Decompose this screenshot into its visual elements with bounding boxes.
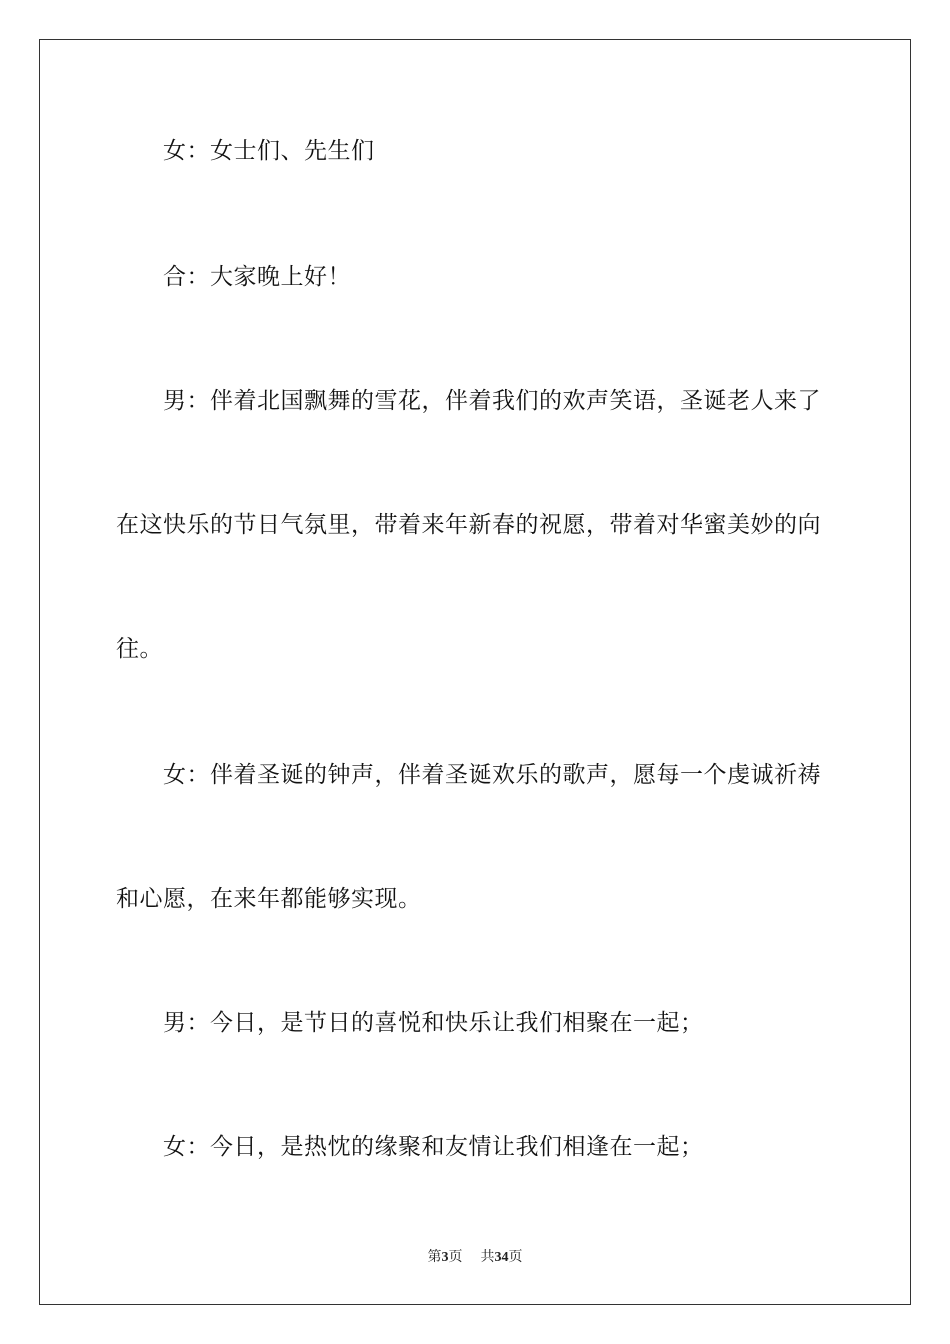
body-line: 男：今日，是节日的喜悦和快乐让我们相聚在一起； (163, 1010, 704, 1036)
body-line: 男：伴着北国飘舞的雪花，伴着我们的欢声笑语，圣诞老人来了 (163, 388, 821, 414)
total-prefix: 共 (480, 1250, 495, 1265)
body-line: 女：伴着圣诞的钟声，伴着圣诞欢乐的歌声，愿每一个虔诚祈祷 (163, 762, 821, 788)
body-line: 和心愿，在来年都能够实现。 (116, 886, 422, 912)
page-suffix: 页 (448, 1250, 463, 1265)
page-frame (39, 39, 911, 1305)
body-line: 往。 (116, 636, 163, 662)
page-prefix: 第 (427, 1250, 442, 1265)
body-line: 女：今日，是热忱的缘聚和友情让我们相逢在一起； (163, 1134, 704, 1160)
body-line: 在这快乐的节日气氛里，带着来年新春的祝愿，带着对华蜜美妙的向 (116, 512, 821, 538)
page-number: 3 (441, 1250, 449, 1265)
body-line: 合：大家晚上好！ (163, 264, 351, 290)
page-footer (0, 1246, 950, 1266)
total-pages: 34 (494, 1250, 509, 1265)
total-suffix: 页 (508, 1250, 523, 1265)
body-line: 女：女士们、先生们 (163, 138, 375, 164)
